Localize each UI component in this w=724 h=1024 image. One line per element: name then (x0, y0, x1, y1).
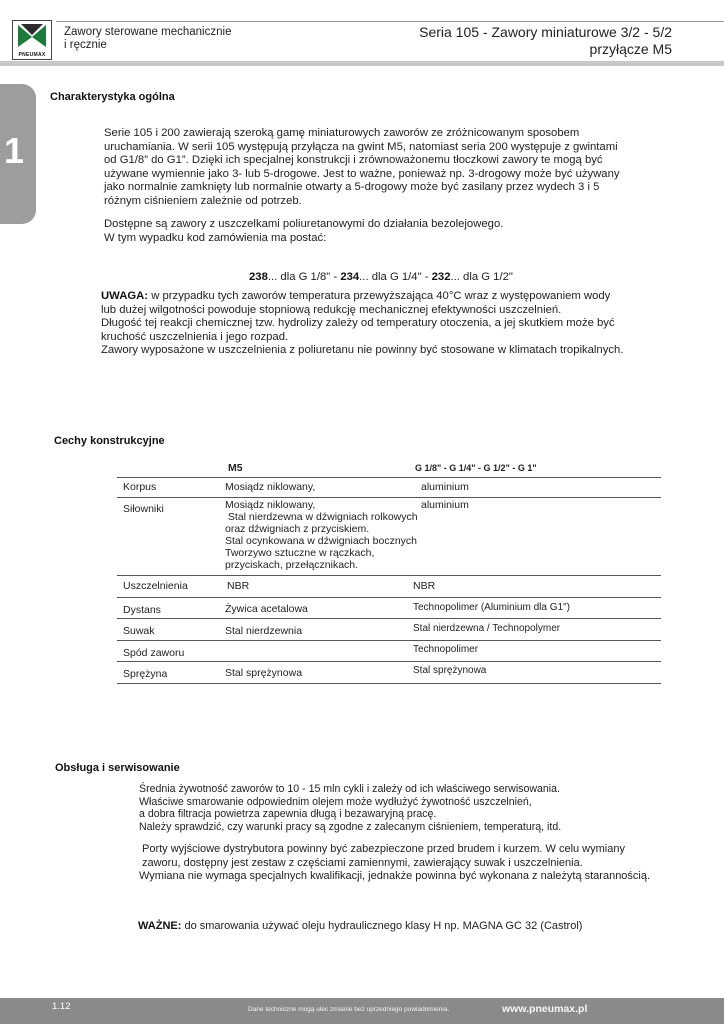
chapter-number: 1 (4, 130, 25, 171)
text-line: Stal nierdzewna w dźwigniach rolkowych (225, 511, 418, 523)
section-title (64, 26, 231, 52)
row-g-value: aluminium (421, 499, 469, 511)
row-label: Dystans (123, 604, 161, 616)
series-title-line2: przyłącze M5 (589, 41, 672, 57)
order-code-234: 234 (340, 271, 360, 283)
website-link[interactable]: www.pneumax.pl (502, 1003, 588, 1015)
text-line: oraz dźwigniach z przyciskiem. (225, 523, 370, 535)
text-line: Średnia żywotność zaworów to 10 - 15 mln cykli i zależy od ich właściwego serwisowania. (139, 783, 560, 795)
section-title-line2: i ręcznie (64, 39, 107, 51)
row-m5-value: Stal nierdzewnia (225, 625, 303, 637)
order-code-232: 232 (431, 271, 451, 283)
order-codes (249, 271, 513, 285)
table-row (117, 618, 661, 640)
general-paragraph-1 (104, 127, 620, 208)
text-line: różnym ciśnieniem zależnie od potrzeb. (104, 194, 302, 207)
row-m5-value: Żywica acetalowa (225, 603, 308, 615)
row-g-value: aluminium (421, 481, 469, 493)
table-row (117, 477, 661, 497)
text-line: Właściwe smarowanie odpowiednim olejem może wydłużyć żywotność uszczelnień, (139, 795, 532, 808)
logo-mark-icon (13, 21, 51, 51)
text-line (101, 290, 623, 304)
row-m5-value: NBR (227, 580, 250, 592)
text-line: Dostępne są zawory z uszczelkami poliuretanowymi do działania bezolejowego. (104, 218, 504, 230)
logo-text: PNEUMAX (18, 52, 46, 58)
text-line: Porty wyjściowe dystrybutora powinny być zabezpieczone przed brudem i kurzem. W celu wymiany (142, 843, 625, 855)
general-heading: Charakterystyka ogólna (50, 91, 175, 103)
row-g-value: Stal sprężynowa (413, 665, 487, 676)
table-row (117, 640, 661, 661)
text-line: zaworu, dostępny jest zestaw z częściami zamiennymi, zawierający suwak i uszczelnienia. (142, 856, 583, 869)
text-line: Należy sprawdzić, czy warunki pracy są zgodne z zalecanym ciśnieniem, temperaturą, itd. (139, 820, 562, 833)
construction-table (117, 460, 661, 684)
text-line: od G1/8” do G1”. Dzięki ich specjalnej konstrukcji i zrównoważonemu tłoczkowi zawory te mogą być (104, 154, 603, 166)
warning-text: w przypadku tych zaworów temperatura przewyższająca 40°C wraz z występowaniem wody (148, 290, 611, 302)
warning-block (101, 290, 623, 358)
important-note (138, 920, 582, 934)
row-m5-value: Stal sprężynowa (225, 667, 303, 679)
table-header (117, 460, 661, 477)
pneumax-logo (12, 20, 52, 60)
order-code-text: ... dla G 1/8" - (267, 271, 341, 283)
row-label: Korpus (123, 481, 157, 493)
service-paragraph-1 (139, 783, 561, 833)
service-heading: Obsługa i serwisowanie (55, 762, 180, 774)
header-rule (56, 21, 724, 22)
row-g-value: Stal nierdzewna / Technopolymer (413, 623, 561, 634)
text-line: lub dużej wilgotności powoduje stopniową redukcję mechanicznej efektywności uszczelnień. (101, 303, 562, 316)
header-band (0, 61, 724, 66)
text-line: W tym wypadku kod zamówienia ma postać: (104, 231, 327, 244)
row-label: Suwak (123, 625, 155, 637)
text-line: Mosiądz niklowany, (225, 499, 316, 511)
order-code-238: 238 (249, 271, 268, 283)
table-row (117, 497, 661, 575)
series-title-line1: Seria 105 - Zawory miniaturowe 3/2 - 5/2 (419, 24, 672, 40)
warning-label: UWAGA: (101, 290, 149, 302)
order-code-text: ... dla G 1/2" (450, 271, 513, 283)
text-line: przyciskach, przełącznikach. (225, 559, 359, 571)
page-number: 1.12 (52, 1001, 71, 1012)
footer-disclaimer: Dane techniczne mogą ulec zmianie bez uprzedniego powiadomienia. (248, 1006, 450, 1013)
text-line: Stal ocynkowana w dźwigniach bocznych (225, 535, 418, 547)
series-title (419, 24, 672, 58)
row-g-value: Technopolimer (Aluminium dla G1") (413, 602, 570, 613)
text-line: Tworzywo sztuczne w rączkach, (225, 547, 375, 559)
important-text: do smarowania używać oleju hydraulicznego klasy H np. MAGNA GC 32 (Castrol) (181, 920, 583, 932)
row-label: Spód zaworu (123, 647, 185, 659)
row-g-value: Technopolimer (413, 644, 479, 655)
text-line: Długość tej reakcji chemicznej tzw. hydrolizy zależy od temperatury otoczenia, a jej skutkiem może być (101, 317, 615, 329)
table-row (117, 597, 661, 618)
column-header-m5: M5 (228, 462, 243, 474)
service-paragraph-2 (139, 843, 650, 884)
construction-heading: Cechy konstrukcyjne (54, 435, 165, 447)
row-m5-value: Mosiądz niklowany, (225, 481, 316, 493)
text-line: Zawory wyposażone w uszczelnienia z poliuretanu nie powinny być stosowane w klimatach tropikalnych. (101, 344, 624, 356)
column-header-g: G 1/8" - G 1/4" - G 1/2" - G 1" (415, 463, 537, 473)
text-line: używane wymiennie jako 3- lub 5-drogowe. Jest to ważne, ponieważ np. 3-drogowy może być używany (104, 167, 620, 180)
table-row (117, 575, 661, 597)
general-paragraph-2 (104, 218, 503, 245)
section-title-line1: Zawory sterowane mechanicznie (64, 26, 232, 38)
text-line: a dobra filtracja powietrza zapewnia długą i bezawaryjną pracę. (139, 808, 437, 820)
row-g-value: NBR (413, 580, 436, 592)
text-line: kruchość uszczelnienia i jego rozpad. (101, 330, 289, 343)
text-line: Wymiana nie wymaga specjalnych kwalifikacji, jednakże powinna być wykonana z należytą starannością. (139, 870, 651, 882)
order-code-text: ... dla G 1/4" - (359, 271, 432, 283)
row-label: Siłowniki (123, 503, 164, 515)
row-label: Sprężyna (123, 668, 168, 680)
text-line: uruchamiania. W serii 105 występują przyłącza na gwint M5, natomiast seria 200 występuje z gwintami (104, 140, 618, 153)
text-line: jako normalnie zamknięty lub normalnie otwarty a 5-drogowy może być zasilany przez wydech 3 i 5 (104, 181, 600, 193)
important-label: WAŻNE: (138, 920, 182, 932)
row-m5-values (225, 499, 418, 571)
table-row (117, 661, 661, 684)
text-line: Serie 105 i 200 zawierają szeroką gamę miniaturowych zaworów ze zróżnicowanym sposobem (104, 127, 580, 139)
row-label: Uszczelnienia (123, 580, 188, 592)
